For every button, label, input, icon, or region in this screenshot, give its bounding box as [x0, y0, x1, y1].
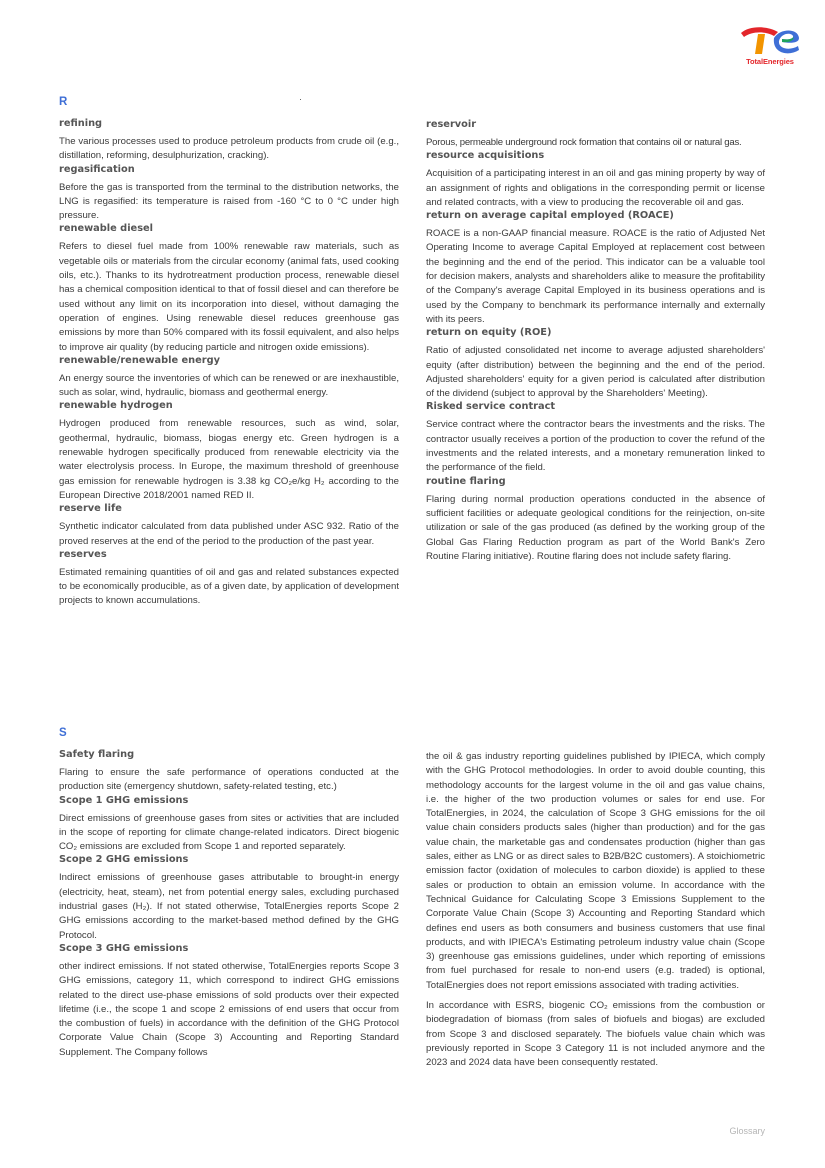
definition-scope3-part3: In accordance with ESRS, biogenic CO₂ emissions from the combustion or biodegradation of biomass (from sales of biofuels and biogas) are excluded from Scope 3 and disclosed separately. The biofuels value chain which was previously reported in Scope 3 Category 11 is not included anymore and the 2023 and 2024 data have been consequently restated.	[426, 1000, 765, 1069]
totalenergies-logo-mark	[738, 24, 802, 56]
definition-reserve-life: Synthetic indicator calculated from data published under ASC 932. Ratio of the proved reserves at the end of the period to the production of the past year.	[59, 521, 399, 547]
glossary-entry-roe	[426, 327, 765, 401]
totalenergies-logo	[738, 24, 802, 68]
term-roe: return on equity (ROE)	[426, 327, 552, 339]
glossary-entry-routine-flaring	[426, 476, 765, 564]
term-scope3: Scope 3 GHG emissions	[59, 942, 189, 954]
definition-routine-flaring: Flaring during normal production operations conducted in the absence of sufficient facilities or adequate geological conditions for the reinjection, on-site utilization or sale of the gas produced (as defined by the working group of the Global Gas Flaring Reduction program as part of the World Bank's Zero Routine Flaring initiative). Routine flaring does not include safety flaring.	[426, 493, 765, 562]
glossary-entry-regasification	[59, 164, 399, 224]
glossary-entry-refining	[59, 118, 399, 164]
glossary-entry-resource-acquisitions	[426, 150, 765, 210]
definition-safety-flaring: Flaring to ensure the safe performance of operations conducted at the production site (emergency shutdown, safety-related testing, etc.)	[59, 767, 399, 793]
term-renewable-hydrogen: renewable hydrogen	[59, 400, 173, 412]
section-letter-s: S	[59, 727, 67, 739]
definition-renewable-diesel: Refers to diesel fuel made from 100% renewable raw materials, such as vegetable oils or materials from the circular economy (animal fats, used cooking oils, etc.). Thanks to its hydrotreatment production process, renewable diesel has a chemical composition identical to that of fossil diesel and can therefore be used without any limit on its incorporation into diesel, without damaging the operation of engines. Using renewable diesel reduces greenhouse gas emissions by more than 50% compared with its fossil equivalent, and also helps to improve air quality (by reducing particle and nitrogen oxide emissions).	[59, 241, 399, 353]
glossary-entry-renewable-hydrogen	[59, 400, 399, 503]
definition-roace: ROACE is a non-GAAP financial measure. ROACE is the ratio of Adjusted Net Operating Income to average Capital Employed at replacement cost between the beginning and the end of the period. This indicator can be a valuable tool for decision makers, analysts and shareholders alike to measure the profitability of the Company's average Capital Employed in its business operations and is used by the Company to benchmark its performance internally and externally with its peers.	[426, 228, 765, 325]
definition-risked-service-contract: Service contract where the contractor bears the investments and the risks. The contractor usually receives a portion of the production to cover the refund of the investments and the related interests, and a monetary remuneration linked to the performance of the field.	[426, 419, 765, 474]
term-resource-acquisitions: resource acquisitions	[426, 150, 545, 162]
definition-reservoir: Porous, permeable underground rock formation that contains oil or natural gas.	[426, 137, 742, 148]
term-reserves: reserves	[59, 548, 107, 560]
glossary-entry-risked-service-contract	[426, 401, 765, 475]
term-regasification: regasification	[59, 163, 135, 175]
term-risked-service-contract: Risked service contract	[426, 401, 556, 413]
definition-regasification: Before the gas is transported from the terminal to the distribution networks, the LNG is regasified: its temperature is raised from -160 °C to 0 °C under high pressure.	[59, 181, 399, 222]
definition-renewable-hydrogen: Hydrogen produced from renewable resources, such as wind, solar, geothermal, hydraulic, biomass, biogas energy etc. Green hydrogen is a renewable hydrogen specifically produced from renewable electricity via the water electrolysis process. In Europe, the maximum threshold of greenhouse gas emission for renewable hydrogen is 3.38 kg CO₂e/kg H₂ according to the European Directive 2018/2001 named RED II.	[59, 418, 399, 501]
left-column-r	[59, 96, 399, 609]
term-scope1: Scope 1 GHG emissions	[59, 794, 189, 806]
definition-reserves: Estimated remaining quantities of oil and gas and related substances expected to be economically producible, as of a given date, by application of development projects to known accumulations.	[59, 566, 399, 607]
section-letter-r: R	[59, 96, 68, 108]
definition-resource-acquisitions: Acquisition of a participating interest in an oil and gas mining property by way of an assignment of rights and obligations in the corresponding permit or license and related contracts, with a view to producing the recoverable oil and gas.	[426, 168, 765, 208]
term-reservoir: reservoir	[426, 119, 477, 130]
definition-renewable-energy: An energy source the inventories of which can be renewed or are inexhaustible, such as solar, wind, hydraulic, biomass and geothermal energy.	[59, 372, 399, 399]
term-routine-flaring: routine flaring	[426, 475, 506, 487]
term-reserve-life: reserve life	[59, 503, 122, 515]
term-refining: refining	[59, 118, 103, 129]
term-renewable-diesel: renewable diesel	[59, 223, 154, 235]
term-renewable-energy: renewable/renewable energy	[59, 354, 221, 366]
definition-refining: The various processes used to produce petroleum products from crude oil (e.g., distillation, reforming, desulphurization, cracking).	[59, 136, 399, 162]
term-safety-flaring: Safety flaring	[59, 749, 135, 760]
glossary-entry-renewable-energy	[59, 355, 399, 401]
left-column-s	[59, 727, 399, 1060]
right-column-r	[426, 119, 765, 564]
glossary-entry-roace	[426, 210, 765, 327]
brand-name: TotalEnergies	[746, 57, 794, 66]
right-column-s	[426, 750, 765, 1071]
glossary-entry-scope3	[59, 943, 399, 1060]
definition-scope3-part1: other indirect emissions. If not stated otherwise, TotalEnergies reports Scope 3 GHG emissions, category 11, which correspond to indirect GHG emissions related to the direct use-phase emissions of sold products over their expected lifetime (i.e., the scope 1 and scope 2 emissions of end users that occur from the combustion of fuels) in accordance with the definition of the GHG Protocol Corporate Value Chain (Scope 3) Accounting and Reporting Standard Supplement. The Company follows	[59, 960, 399, 1058]
definition-scope1: Direct emissions of greenhouse gases from sites or activities that are included in the scope of reporting for climate change-related indicators. Direct biogenic CO₂ emissions are excluded from Scope 1 and reported separately.	[59, 812, 399, 853]
footer-section-label: Glossary	[729, 1126, 765, 1136]
glossary-entry-scope2	[59, 854, 399, 942]
glossary-entry-reserves	[59, 549, 399, 609]
glossary-entry-reserve-life	[59, 503, 399, 549]
definition-scope3-part2: the oil & gas industry reporting guidelines published by IPIECA, which comply with the GHG Protocol methodologies. In order to avoid double counting, this methodology accounts for the largest volume in the oil and gas value chains, i.e. the higher of the two production volumes or sales for end use. For TotalEnergies, in 2024, the calculation of Scope 3 GHG emissions for the oil value chain considers products sales (higher than production) and for the gas value chain, the marketable gas and condensates production (higher than gas sales, either as LNG or as direct sales to B2B/B2C customers). A stoichiometric emission factor (oxidation of molecules to carbon dioxide) is applied to these sales or production to obtain an emission volume. In accordance with the Technical Guidance for Calculating Scope 3 Emissions Supplement to the Corporate Value Chain (Scope 3) Accounting and Reporting Standard which defines end users as both consumers and business customers that use final products, and with IPIECA's Estimating petroleum industry value chain (Scope 3) greenhouse gas emissions guidelines, under which reporting of emissions from fuel purchased for resale to non-end users (e.g. traded) is optional, TotalEnergies does not report emissions associated with trading activities.	[426, 751, 765, 991]
glossary-entry-scope1	[59, 795, 399, 855]
glossary-entry-safety-flaring	[59, 749, 399, 795]
term-scope2: Scope 2 GHG emissions	[59, 854, 189, 866]
glossary-entry-renewable-diesel	[59, 223, 399, 354]
glossary-entry-reservoir	[426, 119, 765, 150]
term-roace: return on average capital employed (ROACE)	[426, 210, 674, 222]
definition-roe: Ratio of adjusted consolidated net income to average adjusted shareholders' equity (after distribution) between the beginning and the end of the period. Adjusted shareholders' equity for a given period is calculated after distribution of the dividend (subject to approval by the Shareholders' Meeting).	[426, 345, 765, 400]
definition-scope2: Indirect emissions of greenhouse gases attributable to brought-in energy (electricity, heat, steam), net from potential energy sales, excluding purchased industrial gases (H₂). If not stated otherwise, TotalEnergies reports Scope 2 GHG emissions according to the market-based method defined by the GHG Protocol.	[59, 872, 399, 941]
